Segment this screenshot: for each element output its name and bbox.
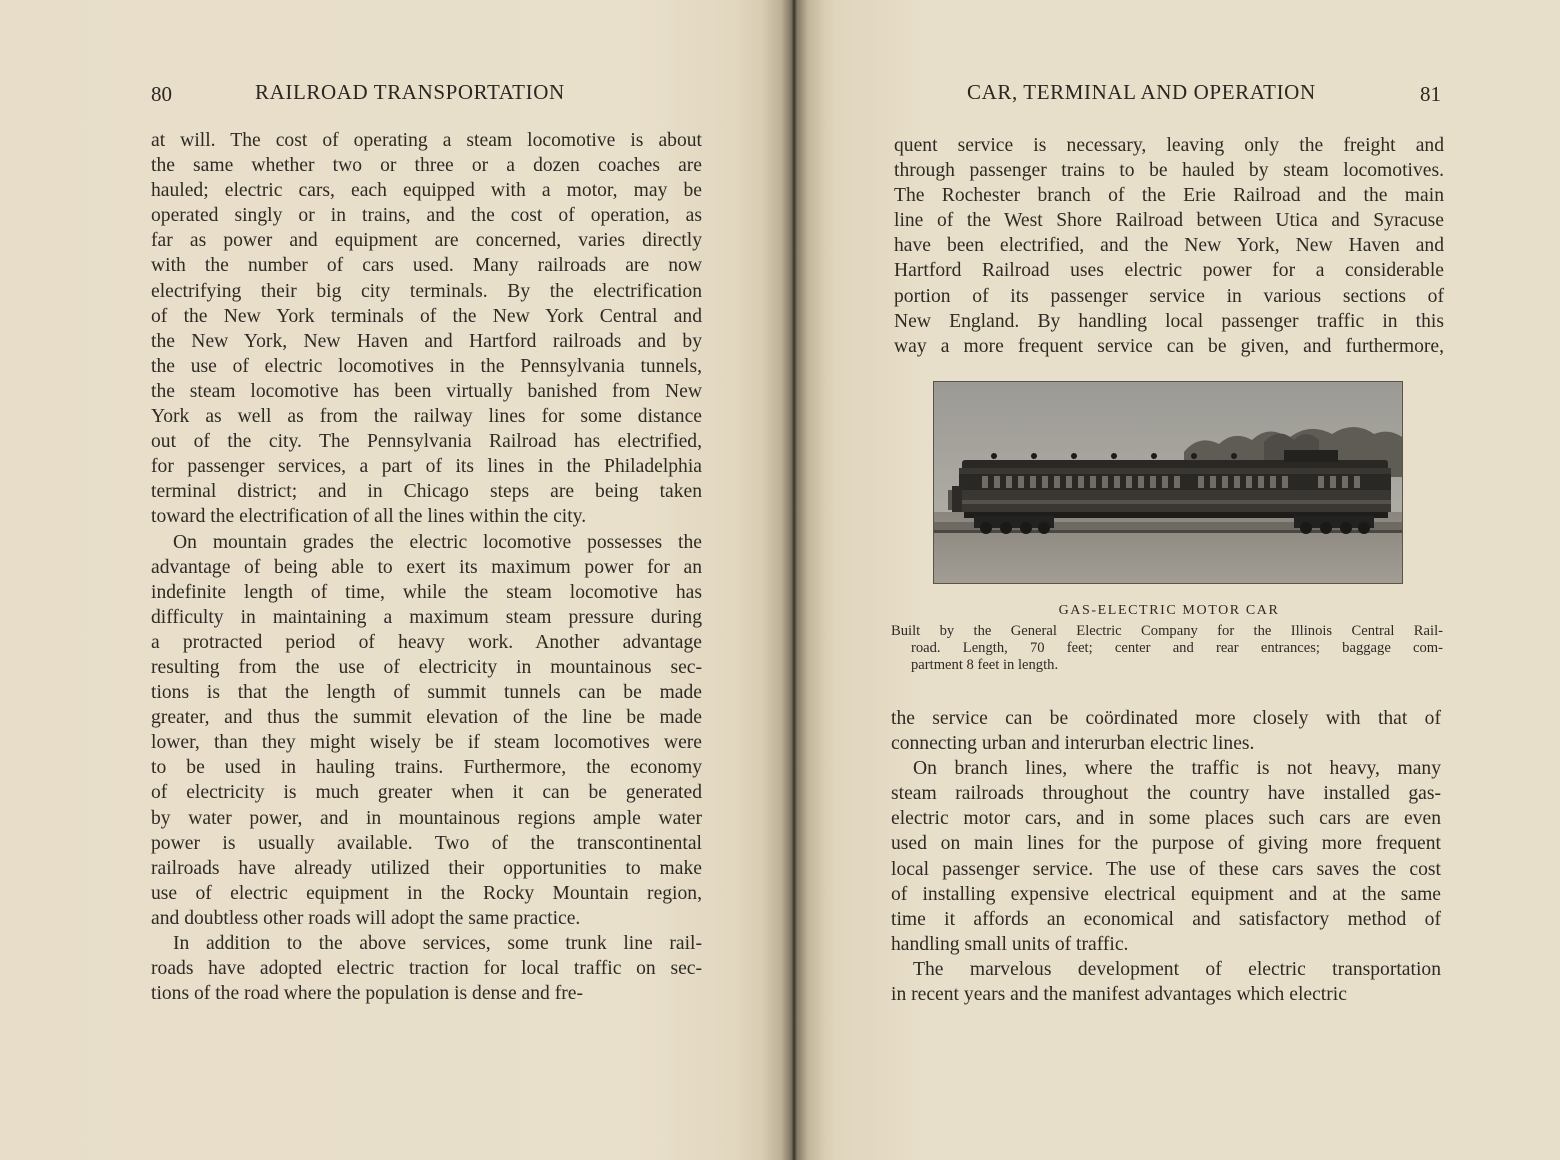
right-page-number: 81 xyxy=(1420,82,1441,106)
text-line: On branch lines, where the traffic is not heavy, many xyxy=(913,758,1441,780)
text-line: the service can be coördinated more closely with that of xyxy=(891,708,1441,729)
text-line: toward the electrification of all the lines within the city. xyxy=(151,506,587,528)
text-line: advantage of being able to exert its maximum power for an xyxy=(151,556,702,578)
text-line: for passenger services, a part of its lines in the Philadelphia xyxy=(151,456,702,478)
left-page-number: 80 xyxy=(151,82,172,106)
text-line: In addition to the above services, some trunk line rail- xyxy=(173,933,702,954)
text-line: of electricity is much greater when it can be generated xyxy=(151,782,702,804)
text-line: the use of electric locomotives in the Pennsylvania tunnels, xyxy=(151,355,702,377)
text-line: by water power, and in mountainous regions ample water xyxy=(151,807,702,829)
text-line: difficulty in maintaining a maximum steam pressure during xyxy=(151,606,702,628)
left-text-block xyxy=(151,128,702,1006)
text-line: used on main lines for the purpose of giving more frequent xyxy=(891,833,1441,855)
paragraph xyxy=(891,756,1441,957)
text-line: time it affords an economical and satisfactory method of xyxy=(891,908,1441,930)
text-line: The Rochester branch of the Erie Railroad and the main xyxy=(894,185,1444,207)
text-line: through passenger trains to be hauled by steam locomotives. xyxy=(894,160,1444,182)
text-line: the same whether two or three or a dozen coaches are xyxy=(151,155,702,177)
gas-electric-motor-car-photo xyxy=(933,381,1403,584)
text-line: power is usually available. Two of the transcontinental xyxy=(151,832,702,854)
paragraph xyxy=(151,530,702,932)
text-line: have been electrified, and the New York, New Haven and xyxy=(894,235,1444,257)
text-line: use of electric equipment in the Rocky Mountain region, xyxy=(151,882,702,904)
text-line: tions of the road where the population is dense and fre- xyxy=(151,983,584,1005)
left-running-head: RAILROAD TRANSPORTATION xyxy=(255,80,565,104)
text-line: in recent years and the manifest advantages which electric xyxy=(891,984,1347,1006)
text-line: handling small units of traffic. xyxy=(891,933,1129,955)
text-line: of the New York terminals of the New York Central and xyxy=(151,305,702,327)
paragraph xyxy=(891,957,1441,1007)
text-line: roads have adopted electric traction for local traffic on sec- xyxy=(151,958,702,980)
text-line: resulting from the use of electricity in mountainous sec- xyxy=(151,656,702,678)
text-line: far as power and equipment are concerned, varies directly xyxy=(151,230,702,252)
text-line: of installing expensive electrical equipment and at the same xyxy=(891,883,1441,905)
text-line: connecting urban and interurban electric lines. xyxy=(891,733,1255,755)
text-line: the steam locomotive has been virtually banished from New xyxy=(151,380,702,402)
paragraph xyxy=(151,128,702,530)
paragraph xyxy=(151,931,702,1006)
text-line: The marvelous development of electric transportation xyxy=(913,958,1441,980)
text-line: tions is that the length of summit tunnels can be made xyxy=(151,682,702,704)
right-running-head: CAR, TERMINAL AND OPERATION xyxy=(967,80,1316,104)
text-line: electrifying their big city terminals. By the electrification xyxy=(151,280,702,302)
text-line: lower, than they might wisely be if steam locomotives were xyxy=(151,732,702,754)
caption-line: road. Length, 70 feet; center and rear entrances; baggage com- xyxy=(911,640,1443,656)
text-line: with the number of cars used. Many railroads are now xyxy=(151,255,702,277)
paragraph xyxy=(891,706,1441,756)
book-gutter xyxy=(762,0,826,1160)
text-line: On mountain grades the electric locomotive possesses the xyxy=(173,531,702,553)
text-line: at will. The cost of operating a steam locomotive is about xyxy=(151,130,702,151)
caption-line: partment 8 feet in length. xyxy=(911,657,1059,673)
text-line: steam railroads throughout the country have installed gas- xyxy=(891,783,1441,805)
left-paragraphs xyxy=(151,128,702,1006)
text-line: New England. By handling local passenger traffic in this xyxy=(894,310,1444,332)
text-line: out of the city. The Pennsylvania Railroad has electrified, xyxy=(151,431,702,453)
text-line: York as well as from the railway lines for some distance xyxy=(151,406,702,428)
figure-caption-body xyxy=(891,623,1443,674)
text-line: to be used in hauling trains. Furthermore, the economy xyxy=(151,757,702,779)
right-bottom-text-block xyxy=(891,706,1441,1007)
right-top-paragraph xyxy=(894,133,1444,359)
text-line: railroads have already utilized their opportunities to make xyxy=(151,857,702,879)
text-line: quent service is necessary, leaving only the freight and xyxy=(894,135,1444,156)
text-line: line of the West Shore Railroad between Utica and Syracuse xyxy=(894,210,1444,232)
text-line: a protracted period of heavy work. Another advantage xyxy=(151,631,702,653)
text-line: way a more frequent service can be given, and furthermore, xyxy=(894,335,1444,357)
text-line: indefinite length of time, while the steam locomotive has xyxy=(151,581,702,603)
text-line: and doubtless other roads will adopt the same practice. xyxy=(151,907,581,929)
right-top-text-block xyxy=(894,133,1444,359)
text-line: greater, and thus the summit elevation of the line be made xyxy=(151,707,702,729)
motor-car-illustration xyxy=(934,382,1402,583)
text-line: operated singly or in trains, and the cost of operation, as xyxy=(151,205,702,227)
text-line: portion of its passenger service in various sections of xyxy=(894,285,1444,307)
right-bottom-paragraphs xyxy=(891,706,1441,1007)
text-line: Hartford Railroad uses electric power for a considerable xyxy=(894,260,1444,282)
text-line: hauled; electric cars, each equipped with a motor, may be xyxy=(151,180,702,202)
figure-caption-title: GAS-ELECTRIC MOTOR CAR xyxy=(1058,603,1280,618)
text-line: the New York, New Haven and Hartford railroads and by xyxy=(151,330,702,352)
text-line: local passenger service. The use of these cars saves the cost xyxy=(891,858,1441,880)
text-line: terminal district; and in Chicago steps are being taken xyxy=(151,481,702,503)
paragraph xyxy=(894,133,1444,359)
text-line: electric motor cars, and in some places such cars are even xyxy=(891,808,1441,830)
caption-line: Built by the General Electric Company for the Illinois Central Rail- xyxy=(891,623,1443,639)
